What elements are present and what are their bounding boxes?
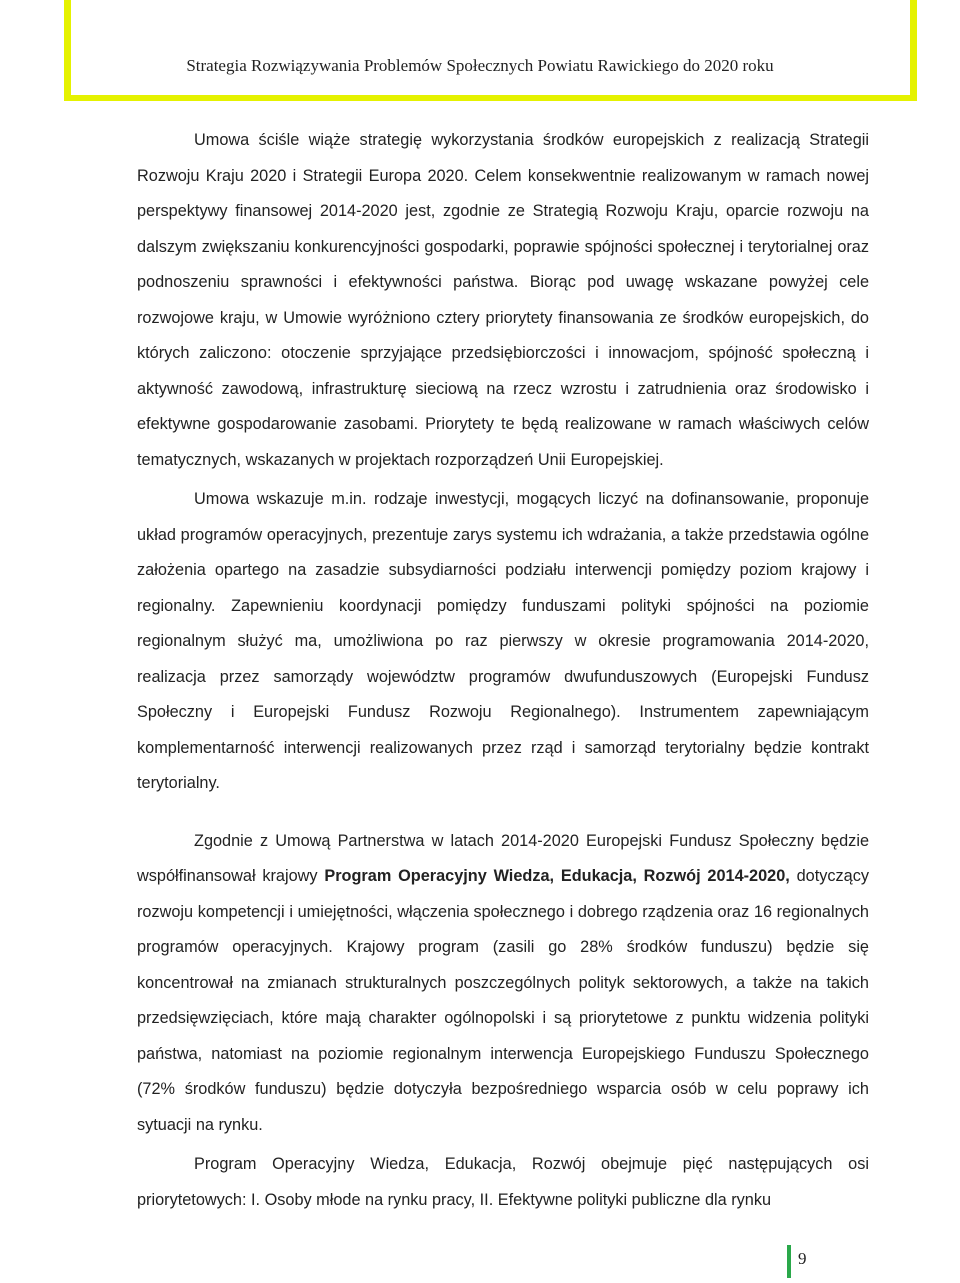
paragraph-4: Program Operacyjny Wiedza, Edukacja, Rozwój obejmuje pięć następujących osi priorytetowych: I. Osoby młode na rynku pracy, II. Efektywne polityki publiczne dla rynku bbox=[137, 1155, 869, 1209]
paragraph-3 bbox=[137, 824, 869, 1144]
page-number: 9 bbox=[798, 1249, 807, 1268]
header-rule bbox=[64, 95, 917, 101]
page-number-bar bbox=[787, 1245, 791, 1278]
paragraph-3-text-a: Zgodnie z Umową Partnerstwa w latach 2014-2020 Europejski Fundusz Społeczny będzie współfinansował krajowy bbox=[137, 831, 869, 885]
header-left-bar bbox=[64, 0, 71, 101]
paragraph-3-text-b: dotyczący rozwoju kompetencji i umiejętności, włączenia społecznego i dobrego rządzenia oraz 16 regionalnych programów operacyjnych. Krajowy program (zasili go 28% środków funduszu) będzie się koncentrował na zmianach strukturalnych poszczególnych polityk sektorowych, a także na takich przedsięwzięciach, które mają charakter ogólnopolski i są priorytetowe z punktu widzenia polityki państwa, natomiast na poziomie regionalnym interwencja Europejskiego Funduszu Społecznego (72% środków funduszu) będzie dotyczyła bezpośredniego wsparcia osób w celu poprawy ich sytuacji na rynku. bbox=[137, 867, 869, 1134]
document-body bbox=[137, 123, 869, 1218]
program-name-bold: Program Operacyjny Wiedza, Edukacja, Rozwój 2014-2020, bbox=[324, 867, 790, 885]
header-right-bar bbox=[910, 0, 917, 101]
paragraph-2: Umowa wskazuje m.in. rodzaje inwestycji, mogących liczyć na dofinansowanie, proponuje układ programów operacyjnych, prezentuje zarys systemu ich wdrażania, a także przedstawia ogólne założenia opartego na zasadzie subsydiarności podziału interwencji pomiędzy poziom krajowy i regionalny. Zapewnieniu koordynacji pomiędzy funduszami polityki spójności na poziomie regionalnym służyć ma, umożliwiona po raz pierwszy w okresie programowania 2014-2020, realizacja przez samorządy województw programów dwufunduszowych (Europejski Fundusz Społeczny i Europejski Fundusz Rozwoju Regionalnego). Instrumentem zapewniającym komplementarność interwencji realizowanych przez rząd i samorząd terytorialny będzie kontrakt terytorialny. bbox=[137, 490, 869, 792]
running-header: Strategia Rozwiązywania Problemów Społecznych Powiatu Rawickiego do 2020 roku bbox=[186, 56, 774, 75]
paragraph-1: Umowa ściśle wiąże strategię wykorzystania środków europejskich z realizacją Strategii Rozwoju Kraju 2020 i Strategii Europa 2020. Celem konsekwentnie realizowanym w ramach nowej perspektywy finansowej 2014-2020 jest, zgodnie ze Strategią Rozwoju Kraju, oparcie rozwoju na dalszym zwiększaniu konkurencyjności gospodarki, poprawie spójności społecznej i terytorialnej oraz podnoszeniu sprawności i efektywności państwa. Biorąc pod uwagę wskazane powyżej cele rozwojowe kraju, w Umowie wyróżniono cztery priorytety finansowania ze środków europejskich, do których zaliczono: otoczenie sprzyjające przedsiębiorczości i innowacjom, spójność społeczną i aktywność zawodową, infrastrukturę sieciową na rzecz wzrostu i zatrudnienia oraz środowisko i efektywne gospodarowanie zasobami. Priorytety te będą realizowane w ramach właściwych celów tematycznych, wskazanych w projektach rozporządzeń Unii Europejskiej. bbox=[137, 131, 869, 469]
